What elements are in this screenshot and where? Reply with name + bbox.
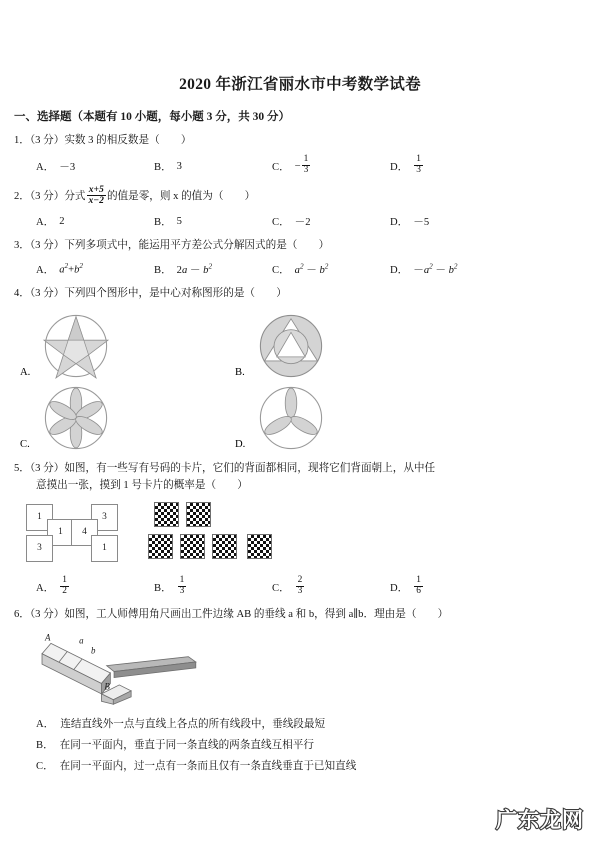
page-title: 2020 年浙江省丽水市中考数学试卷 [179,76,421,93]
question-1-option-c[interactable] [272,156,390,177]
question-6-option-a[interactable] [36,714,586,735]
option-label: C． [272,217,290,229]
question-5-option-b[interactable] [154,574,272,598]
option-value: 在同一平面内，过一点有一条而且仅有一条直线垂直于已知直线 [59,761,357,773]
figure-label-A: A [44,632,51,643]
figure-label-a: a [79,635,84,646]
question-2-option-c[interactable] [272,214,390,229]
card-backs-group [148,502,308,566]
question-1-option-d[interactable] [390,156,500,177]
question-5-option-a[interactable] [36,574,154,598]
fraction-numerator: 1 [62,574,67,585]
option-value: 在同一平面内，垂直于同一条直线的两条直线互相平行 [59,740,314,752]
question-1-option-b[interactable] [154,156,272,177]
question-5-options [14,574,586,598]
question-2-stem-suffix: 的值是零，则 x 的值为（ ） [106,191,256,203]
question-3-option-c[interactable] [272,262,390,277]
option-label: D． [390,217,409,229]
question-3-option-b[interactable] [154,262,272,277]
option-label: A． [36,264,55,276]
figure-label-a: A. [20,367,31,379]
three-petal-pinwheel-in-circle-icon [257,384,325,452]
pentagram-in-circle-icon [42,312,110,380]
numbered-card: 3 [91,504,118,531]
question-4-choice-d[interactable] [235,384,450,452]
numbered-card: 4 [71,519,98,546]
option-value: －5 [413,217,430,229]
question-1-options [14,156,586,177]
numbered-card: 1 [26,504,53,531]
option-value: －2 [294,217,311,229]
option-label: A． [36,162,55,174]
option-label: C． [272,264,290,276]
question-2-stem-prefix: 2．（3 分）分式 [14,191,86,203]
question-6-option-c[interactable] [36,756,586,777]
numbered-card: 1 [91,535,118,562]
card-back [212,534,237,559]
question-2-option-b[interactable] [154,214,272,229]
carpenter-square-workpiece-icon [34,627,209,705]
option-value: 连结直线外一点与直线上各点的所有线段中，垂线段最短 [60,719,326,731]
option-value: 2 [59,216,65,228]
question-5-option-d[interactable] [390,574,500,598]
question-2-stem [14,186,586,207]
question-6-stem: 6．（3 分）如图，工人师傅用角尺画出工件边缘 AB 的垂线 a 和 b，得到 a∥b．理由是（ ） [14,608,449,620]
option-label: B． [36,740,54,752]
question-2-option-d[interactable] [390,214,500,229]
question-3-stem: 3．（3 分）下列多项式中，能运用平方差公式分解因式的是（ ） [14,240,330,252]
fraction-denominator: 2 [62,585,67,596]
question-3-options [14,262,586,277]
option-value: $a^2+b^2$ [59,262,84,276]
question-2-option-a[interactable] [36,214,154,229]
option-label: A． [36,719,55,731]
option-label: A． [36,217,55,229]
question-5-option-c[interactable] [272,574,390,598]
option-value: 5 [176,216,182,228]
question-2-options [14,214,586,229]
question-5-stem-line2: 意摸出一张，摸到 1 号卡片的概率是（ ） [36,479,248,491]
section-heading: 一、选择题（本题有 10 小题，每小题 3 分，共 30 分） [14,111,290,123]
question-1 [0,133,600,177]
fraction-denominator: 6 [416,585,421,596]
question-5 [0,461,600,598]
fraction-numerator: 1 [416,574,421,585]
question-5-stem-line1: 5．（3 分）如图，有一些写有号码的卡片，它们的背面都相同，现将它们背面朝上，从中任 [14,463,436,475]
option-value: 3 [176,161,182,173]
numbered-cards-group [26,502,134,566]
nested-triangles-in-circle-icon [257,312,325,380]
question-1-stem: 1．（3 分）实数 3 的相反数是（ ） [14,135,192,146]
figure-label-b: b [91,645,96,656]
question-6-option-b[interactable] [36,735,586,756]
option-label: C． [272,582,290,594]
figure-label-c: C. [20,439,30,451]
option-value: －3 [59,162,76,174]
question-6 [0,607,600,778]
fraction-denominator: 3 [179,585,185,596]
question-5-figure [14,502,586,570]
card-back [247,534,272,559]
question-4-choice-a[interactable] [20,312,235,380]
option-value [177,574,188,598]
fraction-denominator: 3 [297,585,303,596]
question-4-choice-c[interactable] [20,384,235,452]
card-back [180,534,205,559]
option-value [59,574,70,598]
card-back [186,502,211,527]
fraction-numerator: 2 [297,574,303,585]
question-4-stem: 4．（3 分）下列四个图形中，是中心对称图形的是（ ） [14,287,287,299]
option-value: $\frac{1}{3}$ [416,154,421,176]
option-label: C． [36,761,54,773]
option-label: A． [36,582,55,594]
question-2 [0,186,600,229]
option-label: B． [154,264,172,276]
question-2-fraction [87,185,106,206]
figure-label-B: B [104,681,110,692]
option-label: D． [390,264,409,276]
option-label: B． [154,582,172,594]
question-6-options [14,714,586,778]
watermark: 广东龙网 [496,808,584,832]
question-1-option-a[interactable] [36,156,154,177]
question-3 [0,238,600,276]
question-4-figure-row-bottom [20,380,586,452]
fraction-denominator: x−2 [88,195,104,207]
card-back [148,534,173,559]
numbered-card: 3 [26,535,53,562]
option-label: C． [272,162,290,174]
option-value: − $\frac{1}{3}$ [294,154,309,176]
option-value: $2a - b^2$ [176,262,213,276]
figure-label-b: B. [235,367,245,379]
six-petal-flower-in-circle-icon [42,384,110,452]
option-label: B． [154,162,172,174]
option-label: D． [390,162,409,174]
question-6-figure [14,627,586,710]
option-value [295,574,306,598]
question-3-option-d[interactable] [390,262,500,277]
numbered-card: 1 [47,519,74,546]
question-3-option-a[interactable] [36,262,154,277]
option-value: $-a^2 - b^2$ [413,262,458,276]
option-label: B． [154,217,172,229]
figure-label-d: D. [235,439,246,451]
option-label: D． [390,582,409,594]
option-value: $a^2 - b^2$ [294,262,329,276]
card-back [154,502,179,527]
question-4 [0,286,600,452]
fraction-numerator: 1 [179,574,185,585]
question-4-choice-b[interactable] [235,312,450,380]
question-4-figure-row-top [20,308,586,380]
fraction-numerator: x+5 [87,185,106,196]
option-value [413,574,424,598]
question-4-figures [14,308,586,452]
